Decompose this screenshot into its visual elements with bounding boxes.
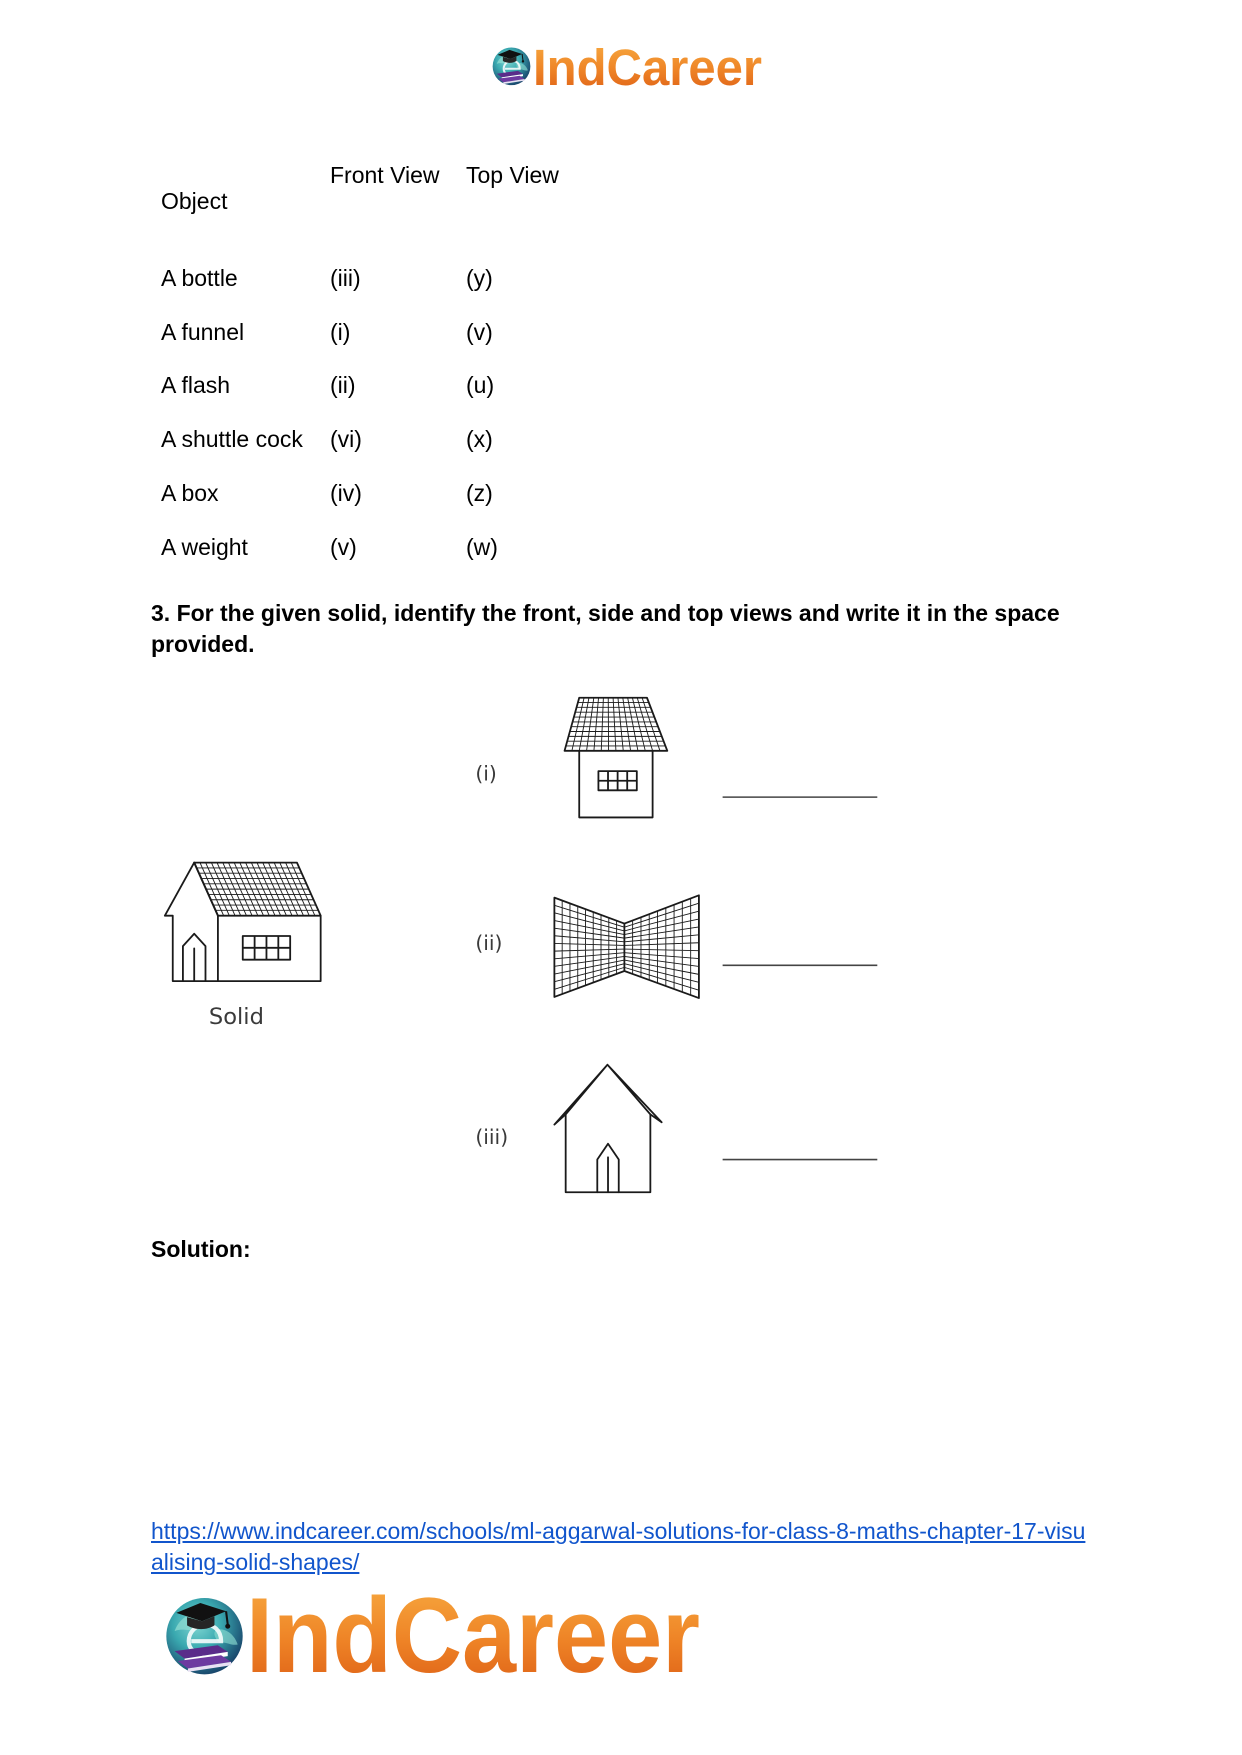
side-roof bbox=[554, 1065, 661, 1125]
question-text: 3. For the given solid, identify the front, side and top views and write it in the space provided. bbox=[151, 600, 1060, 657]
option-ii bbox=[475, 895, 877, 998]
logo-wordmark: IndCareer bbox=[533, 40, 763, 92]
solid-walls bbox=[165, 863, 321, 982]
solid-roof-hatch bbox=[197, 863, 319, 916]
option-label: (iii) bbox=[475, 1125, 509, 1150]
front-wall bbox=[579, 751, 652, 818]
top-view-cell: (w) bbox=[466, 534, 498, 560]
object-cell: A box bbox=[161, 480, 219, 506]
source-link[interactable] bbox=[151, 1516, 1085, 1578]
logo-wordmark: IndCareer bbox=[246, 1585, 700, 1685]
front-view-cell: (ii) bbox=[330, 372, 356, 398]
solid-door bbox=[183, 934, 206, 981]
solid-label: Solid bbox=[208, 1003, 264, 1030]
top-view-cell: (z) bbox=[466, 480, 493, 506]
solid-house-drawing bbox=[165, 863, 321, 1030]
header-logo bbox=[488, 40, 768, 92]
top-view-cell: (v) bbox=[466, 319, 493, 345]
source-link-line[interactable]: alising-solid-shapes/ bbox=[151, 1549, 360, 1575]
source-link-line[interactable]: https://www.indcareer.com/schools/ml-aggarwal-solutions-for-class-8-maths-chapter-17-visu bbox=[151, 1518, 1086, 1544]
column-header-object: Object bbox=[161, 188, 228, 214]
front-view-cell: (iv) bbox=[330, 480, 362, 506]
top-view-cell: (y) bbox=[466, 265, 493, 291]
top-left-hatch bbox=[554, 901, 624, 994]
side-wall bbox=[566, 1114, 651, 1192]
front-view-cell: (v) bbox=[330, 534, 357, 560]
front-window bbox=[598, 771, 636, 790]
footer-logo bbox=[160, 1585, 720, 1685]
option-iii bbox=[475, 1065, 877, 1193]
table-row bbox=[0, 534, 1242, 560]
table-row bbox=[0, 480, 1242, 506]
object-cell: A shuttle cock bbox=[161, 426, 303, 452]
table-row bbox=[0, 426, 1242, 452]
solid-roof-outline bbox=[194, 863, 320, 916]
front-roof-outline bbox=[565, 698, 668, 751]
top-view-outline bbox=[554, 895, 699, 998]
object-cell: A bottle bbox=[161, 265, 238, 291]
table-row bbox=[0, 319, 1242, 345]
object-cell: A flash bbox=[161, 372, 231, 398]
table-row bbox=[0, 372, 1242, 398]
top-view-cell: (x) bbox=[466, 426, 493, 452]
column-header-top-view: Top View bbox=[466, 162, 559, 188]
option-label: (ii) bbox=[475, 930, 503, 955]
solution-label: Solution: bbox=[151, 1236, 251, 1262]
object-cell: A funnel bbox=[161, 319, 245, 345]
logo-globe-icon bbox=[493, 47, 531, 85]
object-cell: A weight bbox=[161, 534, 248, 560]
front-view-cell: (i) bbox=[330, 319, 351, 345]
column-header-front-view: Front View bbox=[330, 162, 440, 188]
table-row bbox=[0, 265, 1242, 291]
top-view-cell: (u) bbox=[466, 372, 495, 398]
front-view-cell: (iii) bbox=[330, 265, 361, 291]
side-door bbox=[597, 1144, 618, 1193]
option-i bbox=[475, 698, 877, 818]
solid-window bbox=[243, 936, 290, 960]
logo-globe-icon bbox=[166, 1598, 242, 1674]
front-view-cell: (vi) bbox=[330, 426, 362, 452]
top-right-hatch bbox=[624, 899, 699, 996]
front-roof-hatch bbox=[566, 698, 666, 751]
option-label: (i) bbox=[475, 761, 497, 786]
